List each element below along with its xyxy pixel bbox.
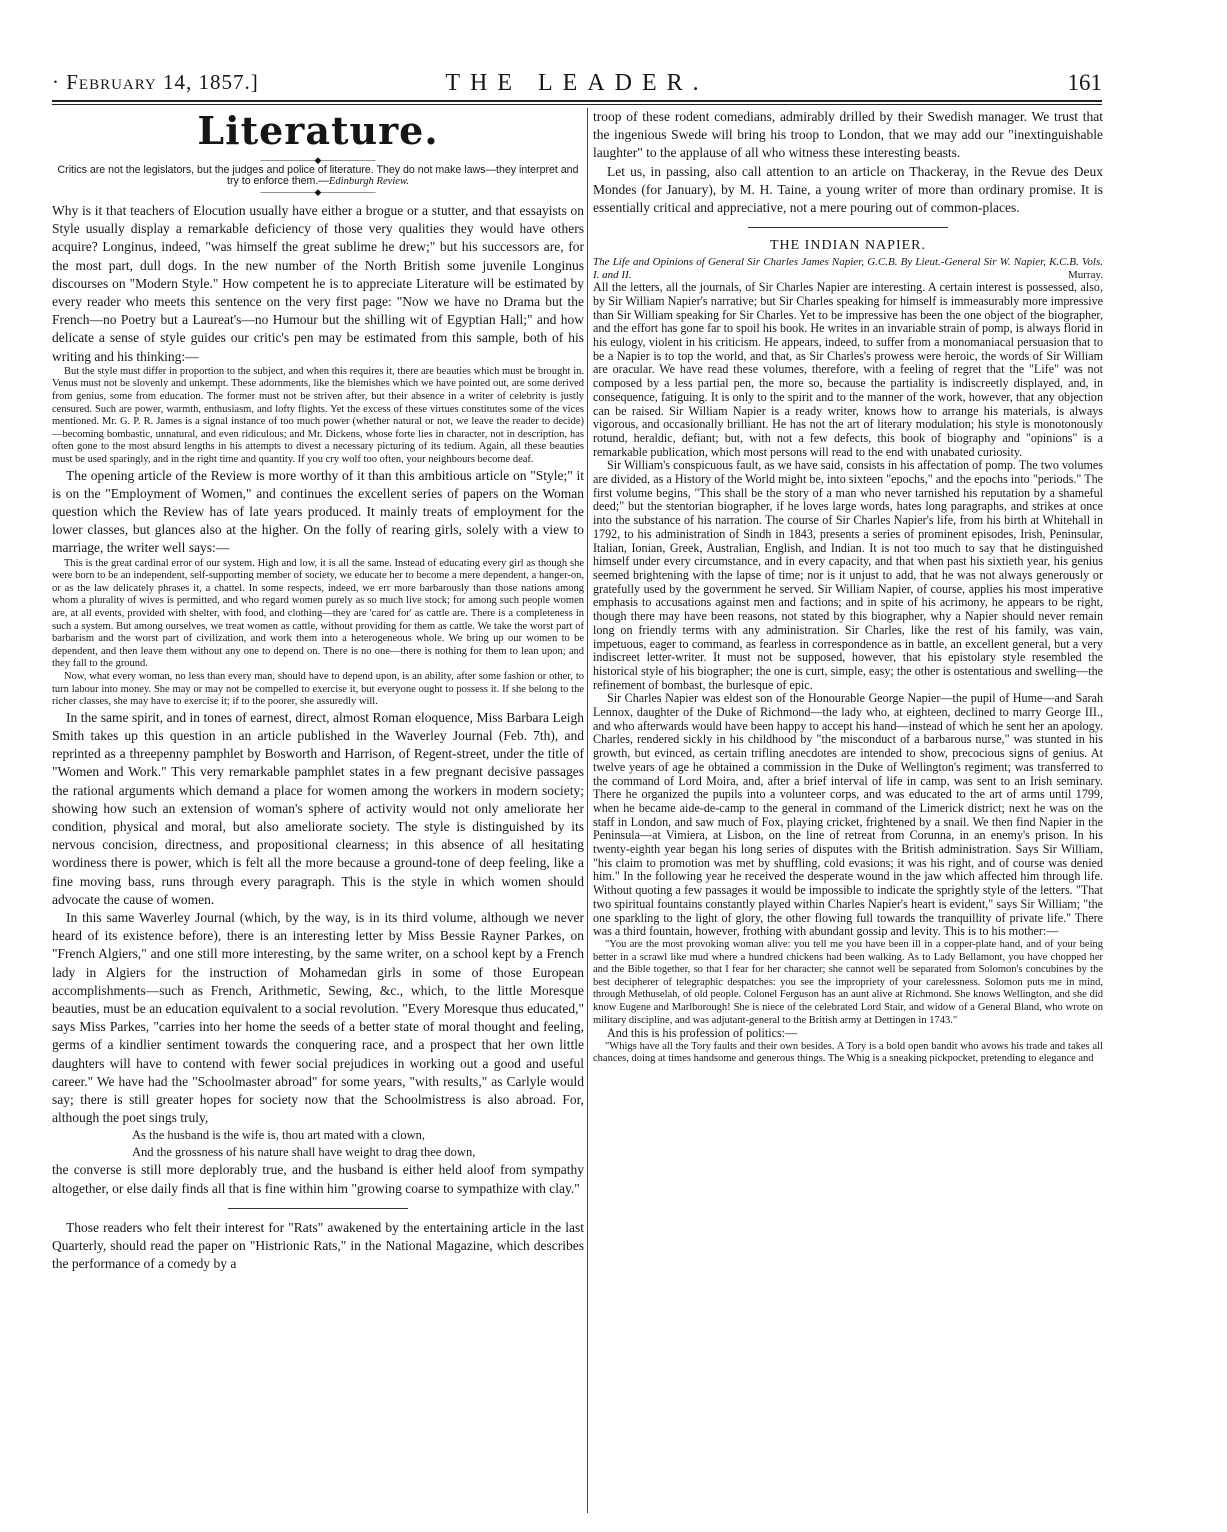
section-motto	[52, 165, 584, 187]
section-masthead: Literature.	[197, 108, 439, 153]
motto-text: Critics are not the legislators, but the judges and police of literature. They do not make laws—they interpret and try to enforce them.—	[57, 164, 579, 187]
newspaper-title: THE LEADER.	[445, 70, 709, 96]
paragraph-rats: Those readers who felt their interest for "Rats" awakened by the entertaining article in the last Quarterly, should read the paper on "Histrionic Rats," in the National Magazine, which describes the performance of a comedy by a	[52, 1219, 584, 1272]
paragraph-elocution: Why is it that teachers of Elocution usually have either a brogue or a stutter, and that essayists on Style usually display a remarkable deficiency of those very qualities they would have others acquire? Longinus, indeed, "was himself the great sublime he drew;" but his successors are, for the most part, dull dogs. In the new number of the North British some juvenile Longinus discourses on "Modern Style." How competent he is to appreciate Literature will be estimated by every reader who meets this sentence on the very first page: "Now we have no Drama but the French—no Poetry but a Laureat's—no Humour but the shilling wit of Egyptian Hall;" and how delicate a sense of style guides our critic's pen may be estimated from this sample, both of his writing and his thinking:—	[52, 203, 584, 364]
paragraph-rodent-comedians: troop of these rodent comedians, admirably drilled by their Swedish manager. We trust that the ingenious Swede will bring his troop to London, that we may add our "inextinguishable laughter" to the applause of all who witness these interesting beasts.	[593, 109, 1103, 161]
ornament-rule: ——————◆——————	[260, 155, 376, 165]
header-rule	[52, 100, 1102, 102]
book-title: The Life and Opinions of General Sir Charles James Napier, G.C.B. By Lieut.-General Sir W. Napier, K.C.B. Vols. I. and II.	[593, 256, 1103, 281]
paragraph-waverley-journal: In this same Waverley Journal (which, by the way, is in its third volume, although we never heard of its existence before), there is an interesting letter by Miss Bessie Rayner Parkes, on "French Algiers," and one still more interesting, by the same writer, on a school kept by a French lady in Algiers for the instruction of Mohamedan girls in some of those European accomplishments—such as French, Arithmetic, Sewing, &c., which, to the little Moresque beauties, must be an education equivalent to a social revolution. "Every Moresque thus educated," says Miss Parkes, "carries into her home the seeds of a better state of moral thought and feeling, germs of a kindlier sentiment towards the conquering race, and a prospect that her own little daughters will have to contend with fewer social prejudices in working out a good and useful career." We have had the "Schoolmaster abroad" for some years, "with results," as Carlyle would say; there is still greater hopes for society now that the Schoolmistress is also abroad. For, although the poet sings truly,	[52, 909, 584, 1126]
quote-cardinal-error: This is the great cardinal error of our system. High and low, it is all the same. Instead of educating every girl as though she were born to be an independent, self-supporting member of society, we educate her to become a mere dependent, a hanger-on, or as the law delicately phrases it, a chattel. In some respects, indeed, we err more barbarously than those nations among whom a plurality of wives is permitted, and who regard women purely as so much live stock; for among such people women are, at all events, provided with shelter, with food, and clothing—they are 'cared for' as cattle are. There is a completeness in such a system. But among ourselves, we treat women as cattle, without providing for them as cattle. We take the worst part of barbarism and the worst part of civilization, and work them into a heterogeneous whole. We bring up our women to be dependent, and then leave them without any one to depend on. There is no one—there is nothing for them to lean upon; and they fall to the ground.	[52, 557, 584, 670]
paragraph-women-and-work: In the same spirit, and in tones of earnest, direct, almost Roman eloquence, Miss Barbara Leigh Smith takes up this question in an article published in the Waverley Journal (Feb. 7th), and reprinted as a threepenny pamphlet by Bosworth and Harrison, of Regent-street, under the title of "Women and Work." This very remarkable pamphlet states in a few pregnant decisive passages the rational arguments which demand a place for women among the workers in modern society; showing how such an extension of woman's sphere of activity would not only ameliorate her condition, physical and moral, but also ameliorate society. The style is distinguished by its nervous concision, directness, and propositional clearness; in this absence of all hesitating wordiness there is power, which is felt all the more because a ground-tone of deep feeling, like a fine moving bass, runs through every paragraph. This is the style in which women should advocate the cause of women.	[52, 709, 584, 907]
issue-date: · February 14, 1857.]	[52, 70, 259, 94]
quote-style: But the style must differ in proportion to the subject, and when this requires it, there are beauties which must be brought in. Venus must not be slovenly and unkempt. These adornments, like the blemishes which we have pointed out, are some derived from genius, some from education. The former must not be striven after, but their absence in a writer of celebrity is justly censured. Such are power, warmth, enthusiasm, and lofty flights. Yet the excess of these virtues constitutes some of the vices mentioned. Mr. G. P. R. James is a signal instance of too much power (whether natural or not, we leave the reader to decide)—becoming bombastic, unnatural, and even ridiculous; and Mr. Dickens, whose forte lies in character, not in description, has often gone to the most absurd lengths in his attempts to divest a necessary picturing of its tedium. Again, all these beauties must be used sparingly, and in the right time and quantity. If you cry wolf too often, your neighbours become deaf.	[52, 365, 584, 465]
running-header	[52, 70, 1102, 100]
column-divider	[587, 108, 588, 1513]
motto-source: Edinburgh Review.	[328, 176, 409, 187]
book-citation	[593, 256, 1103, 281]
publisher: Murray.	[1067, 268, 1103, 281]
quote-whigs: "Whigs have all the Tory faults and their own besides. A Tory is a bold open bandit who avows his trade and takes all chances, doing at times handsome and generous things. The Whig is a sneaking pickpocket, pretending to elegance and	[593, 1040, 1103, 1065]
paragraph-napier-intro: All the letters, all the journals, of Sir Charles Napier are interesting. A certain interest is possessed, also, by Sir William Napier's narrative; but Sir Charles speaking for himself is immeasurably more impressive than Sir William speaking for Sir Charles. Yet to be impressive has been the one object of the biographer, and the effort has gone far to spoil his book. He writes in an invariable strain of pomp, is always florid in his eulogy, violent in his criticism. He appears, indeed, to suffer from a monomaniacal persuasion that to be a Napier is to top the world, and that, as Sir Charles's prowess were heroic, the words of Sir William are oracular. We have read these volumes, therefore, with a feeling of regret that the "Life" was not composed by a less partial pen, the more so, because the partiality is indiscreetly displayed, and, in consequence, fatiguing. It is only to the spirit and to the manner of the work, however, that any objection can be raised. Sir William Napier is a ready writer, knows how to arrange his materials, is always vigorous, and occasionally brilliant. He has not the art of literary modulation; his style is monotonously rotund, heraldic, defiant; but, with not a few defects, this book of biography and "opinions" is a remarkable publication, which most persons will read to the end with unabated curiosity.	[593, 280, 1103, 459]
left-column	[52, 108, 584, 1273]
paragraph-thackeray: Let us, in passing, also call attention to an article on Thackeray, in the Revue des Deux Mondes (for January), by M. H. Taine, a young writer of more than ordinary promise. It is essentially critical and appreciative, not a mere pouring out of common-places.	[593, 163, 1103, 216]
quote-letter-to-mother: "You are the most provoking woman alive: you tell me you have been ill in a copper-plate hand, and of your being better in a scrawl like mud where a hundred chickens had been walking. As to Lady Bellamont, you have chopped her and the Bible together, so that I fear for her character; she cannot well be separated from Solomon's concubines by the best decipherer of telegraphic despatches: you see the impropriety of your carelessness. Solomon puts me in mind, through Methuselah, of old people. Colonel Ferguson has an aunt alive at Richmond. She knows Wellington, and she did know Eugene and Marlborough! She is niece of the celebrated Lord Stair, and widow of a General Bland, who wrote on military discipline, and was adjutant-general to the British army at Dettingen in 1743."	[593, 938, 1103, 1026]
article-rule	[748, 227, 948, 228]
paragraph-employment-of-women: The opening article of the Review is more worthy of it than this ambitious article on "Style;" it is on the "Employment of Women," and continues the excellent series of papers on the Woman question which the Review has of late years produced. It mainly treats of employment for the lower classes, but glances also at the higher. On the folly of rearing girls, solely with a view to marriage, the writer well says:—	[52, 467, 584, 556]
verse-line-1: As the husband is the wife is, thou art mated with a clown,	[132, 1128, 425, 1143]
quote-ability: Now, what every woman, no less than every man, should have to depend upon, is an ability, after some fashion or other, to turn labour into money. She may or may not be compelled to exercise it, but everyone ought to possess it. If she belong to the richer classes, she may have to exercise it; if to the poorer, she assuredly will.	[52, 670, 584, 708]
section-rule	[228, 1208, 408, 1209]
paragraph-converse: the converse is still more deplorably true, and the husband is either held aloof from sympathy altogether, or else daily finds all that is fine within him "growing coarse to sympathize with clay."	[52, 1162, 584, 1196]
paragraph-napier-fault: Sir William's conspicuous fault, as we have said, consists in his affectation of pomp. The two volumes are divided, as a History of the World might be, into sixteen "epochs," and the epochs into "periods." The first volume begins, "This shall be the story of a man who never tarnished his reputation by a shameful deed;" but the stentorian biographer, if he loves large words, hates long paragraphs, and strikes at once into the substance of his narration. The course of Sir Charles Napier's life, from his birth at Whitehall in 1792, to his administration of Sindh in 1843, presents a series of prominent episodes, Irish, Peninsular, Italian, Ionian, Greek, Australian, English, and Indian. It is not too much to say that he distinguished himself under every circumstance, and in every capacity, and that when past his sixtieth year, his genius seemed brightening with the lapse of time; nor is it unjust to add, that he was not always generously or gratefully used by the government he served. Sir William Napier, of course, applies his most imperative emphasis to accusations against men and factions; and in spite of his acrimony, he appears to be right, though there may have been reasons, not stated by this biographer, why a Napier should never remain long on friendly terms with any administration. Sir Charles, like the rest of his family, was vain, impetuous, eager to command, as fearless in correspondence as in battle, an excellent general, but a very indiscreet letter-writer. It must not be supposed, however, that his epistolary style resembled the historical style of his biographer; the one is curt, simple, easy; the other is ostentatious and swelling—the refinement of bombast, the burlesque of epic.	[593, 458, 1103, 692]
header-rule-thin	[52, 104, 1102, 105]
page-number: 161	[1067, 70, 1102, 95]
article-title: THE INDIAN NAPIER.	[769, 238, 927, 254]
verse-line-2: And the grossness of his nature shall have weight to drag thee down,	[132, 1145, 476, 1160]
paragraph-politics: And this is his profession of politics:—	[607, 1026, 798, 1041]
paragraph-napier-life: Sir Charles Napier was eldest son of the Honourable George Napier—the pupil of Hume—and Sarah Lennox, daughter of the Duke of Richmond—the lady who, at eighteen, declined to marry George III., and who afterwards would have been happy to accept his hand—instead of which he sent her an apology. Charles, rendered sickly in his childhood by "the misconduct of a barbarous nurse," was stunted in his growth, but evinced, as certain trifling anecdotes are intended to show, precocious signs of genius. At twelve years of age he obtained a commission in the Duke of Wellington's regiment; was transferred to the command of Lord Moira, and, after a brief interval of life in camp, was sent to an Irish seminary. There he organized the pupils into a volunteer corps, and was educated to the art of arms until 1799, when he became aide-de-camp to the general in command of the Limerick district; next he was on the staff in London, and saw much of Fox, playing cricket, frightened by a snail. We then find Napier in the Peninsula—at Vimiera, at Lisbon, on the line of retreat from Corunna, in an enemy's prison. In his twenty-eighth year began his long series of disputes with the British administration. Says Sir William, "his claim to promotion was met by shuffling, cold evasions; it was his right, and of course was denied him." In the following year he received the desperate wound in the jaw which affected him through life. Without quoting a few passages it would be impossible to indicate the sprightly style of the letters. "That two spiritual fountains constantly played within Charles Napier's heart is evident," says Sir William; "the one sparkling to the light of glory, the other flowing full towards the tranquillity of private life." There was a third fountain, however, frothing with abundant gossip and levity. This is to his mother:—	[593, 691, 1103, 939]
right-column	[593, 108, 1103, 1066]
ornament-rule-lower: ——————◆——————	[260, 187, 376, 197]
